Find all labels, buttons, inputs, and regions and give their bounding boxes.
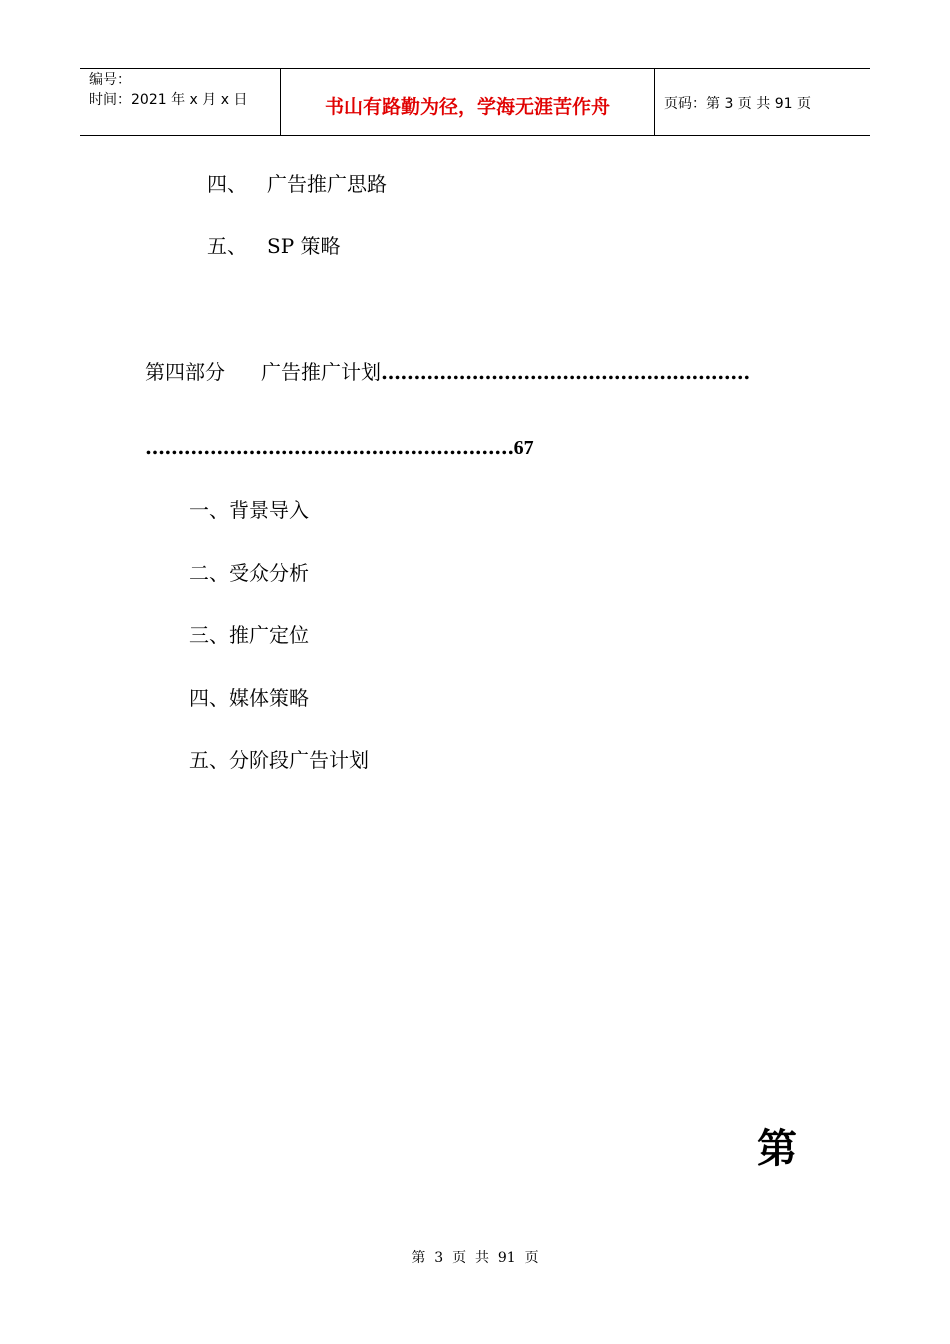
- toc-item: 二、受众分析: [189, 561, 309, 585]
- toc-item-text: 广告推广思路: [267, 172, 387, 196]
- page-header: [80, 68, 870, 136]
- toc-item: 四、媒体策略: [189, 686, 309, 710]
- toc-item: 三、推广定位: [189, 623, 309, 647]
- toc-leader-dots: …………………………………………………: [145, 435, 514, 459]
- trailing-heading-char: 第: [757, 1125, 797, 1172]
- header-motto-cell: [281, 69, 655, 135]
- toc-page-number: 67: [513, 437, 534, 459]
- header-meta-cell: [80, 69, 281, 135]
- toc-item-text: SP 策略: [267, 234, 341, 258]
- toc-item: 一、背景导入: [189, 498, 309, 522]
- document-date-label: 时间：2021 年 x 月 x 日: [89, 92, 248, 108]
- document-number-label: 编号：: [89, 72, 131, 88]
- toc-section-title: 广告推广计划: [261, 360, 381, 384]
- toc-section-label: 第四部分: [145, 360, 225, 384]
- header-page-info: 页码：第 3 页 共 91 页: [664, 96, 811, 112]
- toc-item-number: 四、: [207, 172, 247, 196]
- toc-item: 五、分阶段广告计划: [189, 748, 369, 772]
- toc-item: [207, 233, 341, 259]
- toc-section-continuation: [145, 434, 534, 461]
- toc-section-heading: [145, 359, 750, 385]
- page-footer: 第 3 页 共 91 页: [411, 1250, 539, 1266]
- header-page-cell: [655, 69, 870, 135]
- header-motto: 书山有路勤为径，学海无涯苦作舟: [324, 96, 610, 118]
- toc-item-number: 五、: [207, 234, 247, 258]
- toc-leader-dots: …………………………………………………: [381, 360, 750, 384]
- toc-item: [207, 171, 387, 197]
